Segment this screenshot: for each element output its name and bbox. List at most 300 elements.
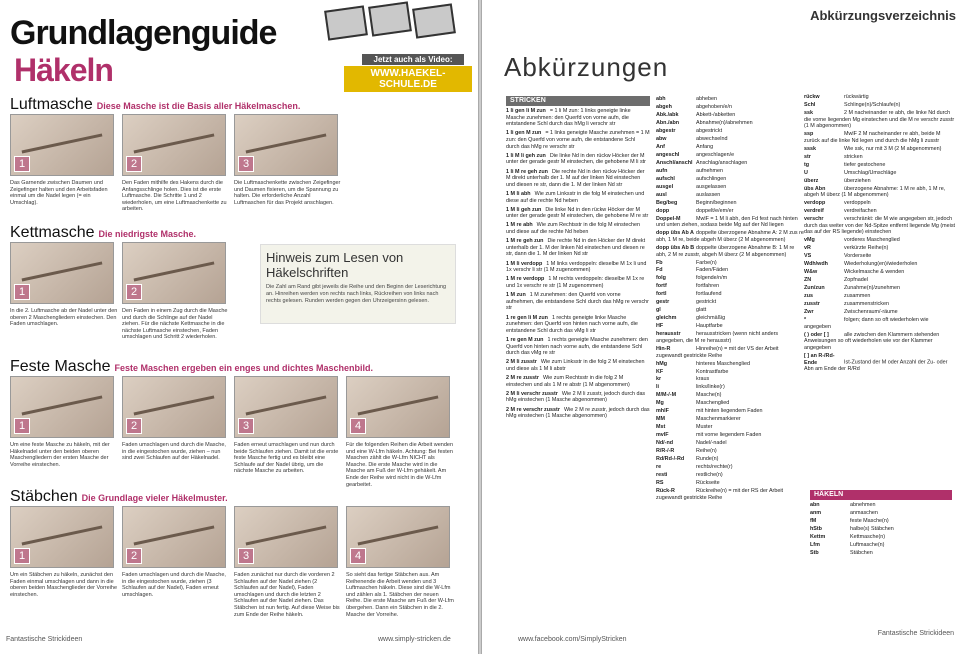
abbrev-meaning: halbe(s) Stäbchen — [850, 525, 894, 532]
step-photo — [10, 114, 114, 176]
abbrev-term: Anschl/anschl — [656, 159, 693, 166]
crochet-hook — [358, 396, 438, 416]
guide-subtitle: Häkeln — [14, 52, 113, 88]
section-tag: Abkürzungsverzeichnis — [810, 8, 956, 23]
abbrev-entry — [656, 472, 806, 479]
abbrev-entry — [804, 186, 956, 199]
step-number: 2 — [126, 284, 142, 300]
abbrev-term: 2 M li zusstr — [506, 359, 537, 366]
abbrev-entry — [506, 407, 650, 420]
section-heading-text: Luftmasche — [10, 96, 93, 113]
step-photo — [346, 376, 450, 438]
abbrev-meaning: Beginn/beginnen — [696, 199, 737, 206]
abbrev-meaning: Wie zum Rechtsstr in die folg 2 M einstechen und als 1 M re abstr (1 M abgenommen) — [506, 375, 630, 388]
video-promo[interactable] — [296, 2, 472, 90]
abbrev-meaning: Abnahme(n)/abnehmen — [696, 119, 753, 126]
abbrev-entry — [656, 275, 806, 282]
footer-url[interactable]: www.simply-stricken.de — [378, 636, 451, 643]
abbrev-entry — [804, 216, 956, 236]
step-caption: Faden erneut umschlagen und nun durch beide Schlaufen ziehen. Damit ist die erste feste Masche fertig und es bleibt eine Schlaufe auf der Nadel übrig, um die nächste Masche zu arbeiten. — [234, 442, 339, 475]
abbrev-entry — [656, 464, 806, 471]
section-subheading: Diese Masche ist die Basis aller Häkelmaschen. — [96, 101, 301, 111]
crochet-hook — [134, 134, 214, 154]
abbrev-entry — [804, 146, 956, 153]
abbrev-term: 1 M li verdopp — [506, 260, 543, 267]
abbrev-entry — [506, 169, 650, 189]
abbrev-entry — [656, 192, 806, 199]
abbrev-meaning: Die rechte Nd in den Höcker der M direkt unterhalb der 1. M der linken Nd einstechen und diesen re str, dann die 1. M der linken Nd str — [506, 238, 646, 258]
video-thumbnail — [324, 5, 368, 40]
abbrev-entry — [804, 237, 956, 244]
abbrev-entry — [506, 276, 650, 289]
abbrev-meaning: Wie zum Linksstr in die folg M einstechen und diese auf die rechte Nd heben — [506, 190, 645, 204]
abbrev-term: ( ) oder [ ] — [804, 331, 829, 338]
abbrev-entry — [656, 440, 806, 447]
abbrev-meaning: doppelt/e/em/er — [696, 207, 734, 214]
abbrev-entry — [656, 346, 806, 359]
abbrev-entry — [804, 332, 956, 352]
abbrev-entry — [804, 261, 956, 268]
abbrev-meaning: verdoppeln — [844, 200, 871, 207]
abbrev-meaning: Muster — [696, 424, 713, 431]
abbrev-term: 1 re gen M zun — [506, 336, 544, 343]
abbrev-term: 1 M zun — [506, 292, 526, 299]
abbrev-term: angeschl — [656, 151, 680, 158]
abbrev-entry — [656, 120, 806, 127]
abbrev-term: zus — [804, 293, 813, 300]
abbrev-meaning: Kettmasche(n) — [850, 533, 886, 540]
abbrev-meaning: Nadel/-nadel — [696, 440, 727, 447]
abbrev-meaning: 1 M zunehmen: den Querfd von vorne aufnehmen, die entstandene Schl durch das hMg re verschr str — [506, 292, 649, 312]
abbrev-entry — [656, 184, 806, 191]
abbrev-term: ZN — [804, 277, 812, 284]
abbrev-entry — [804, 178, 956, 185]
abbrev-entry — [810, 510, 952, 517]
abbrev-meaning: Farbe(n) — [696, 259, 717, 266]
step-caption: Den Faden mithilfe des Hakens durch die Anfangsschlinge holen. Dies ist die erste Luftmasche. Die Schritte 1 und 2 wiederholen, um eine Luftmaschenkette zu arbeiten. — [122, 180, 227, 213]
abbrev-meaning: Wie 2 M re zusstr, jedoch durch das hMg einstechen (1 Masche abgenommen) — [506, 406, 650, 420]
abbrev-entry — [804, 245, 956, 252]
abbrev-term: li — [656, 384, 659, 391]
abbrev-term: gestr — [656, 299, 670, 306]
abbrev-term: KF — [656, 368, 664, 375]
abbrev-entry — [506, 238, 650, 258]
abbrev-entry — [804, 293, 956, 300]
abbrev-term: Beg/beg — [656, 199, 678, 206]
abbrev-entry — [656, 176, 806, 183]
abbrev-entry — [506, 153, 650, 166]
abbrev-entry — [656, 245, 806, 258]
abbrev-meaning: Wie zum Rechtsstr in die folg M einstechen und diese auf die rechte Nd heben — [506, 222, 641, 236]
abbrev-meaning: kraus — [696, 376, 710, 383]
abbrev-meaning: Die rechte Nd in den rückw Höcker der M direkt unterhalb der 1. M auf der linken Nd einstechen und diesen re str, dann die 1. M der linken Nd str — [506, 168, 645, 188]
abbrev-entry — [656, 208, 806, 215]
abbrev-entry — [656, 432, 806, 439]
abbrev-entry — [656, 315, 806, 322]
abbrev-entry — [656, 331, 806, 344]
abbrev-term: Stb — [810, 549, 819, 556]
abbrev-meaning: doppelte überzogene Abnahme B: 1 M re abh, 2 M re zusstr, abgeh M überz (2 M abgenommen) — [656, 244, 795, 258]
abbrev-meaning: tiefer gestochene — [844, 161, 886, 168]
abbrev-meaning: folgende/n/m — [696, 275, 728, 282]
abbrev-meaning: Maschenglied — [696, 400, 730, 407]
abbrev-entry — [656, 488, 806, 501]
abbrev-meaning: abwechselnd — [696, 135, 728, 142]
abbrev-term: U — [804, 169, 808, 176]
abbrev-term: verdreif — [804, 208, 824, 215]
abbrev-meaning: angeschlagen/e — [696, 151, 735, 158]
abbrev-entry — [804, 170, 956, 177]
step-photo — [122, 506, 226, 568]
abbrev-term: verdopp — [804, 200, 826, 207]
abbrev-term: übs Abn — [804, 185, 826, 192]
abbrev-meaning: rechts/rechte(r) — [696, 464, 733, 471]
abbrev-entry — [804, 277, 956, 284]
stricken-list — [506, 108, 650, 422]
abbrev-term: vMg — [804, 237, 815, 244]
abbrev-term: rückw — [804, 94, 820, 100]
abbrev-term: Abk./abk — [656, 111, 679, 118]
abbrev-entry — [810, 542, 952, 549]
abbrev-entry — [656, 361, 806, 368]
abbrev-meaning: Rückreihe(n) = mit der RS der Arbeit zugewandt gestrickte Reihe — [656, 488, 784, 501]
abbrev-term: Anf — [656, 143, 665, 150]
abbrev-entry — [804, 110, 956, 130]
abbrev-meaning: aufschlingen — [696, 175, 727, 182]
step-caption: Faden umschlagen und durch die Masche, in die eingestochen wurde, ziehen – nun sind zwei Schlaufen auf der Häkelnadel. — [122, 442, 226, 462]
step-number: 1 — [14, 418, 30, 434]
crochet-hook — [246, 526, 326, 546]
step-number: 4 — [350, 548, 366, 564]
step-photo — [234, 376, 338, 438]
abbrev-term: Lfm — [810, 541, 820, 548]
step-number: 1 — [14, 548, 30, 564]
abbrev-title: Abkürzungen — [504, 52, 669, 82]
abbrev-term: fM — [810, 517, 817, 524]
abbrev-entry — [804, 301, 956, 308]
abbrev-entry — [656, 392, 806, 399]
abbrev-meaning: 1 M rechts verdoppeln: dieselbe M 1x re und 1x verschr re str (1 M zugenommen) — [506, 276, 645, 289]
abbrev-entry — [810, 518, 952, 525]
abbrev-term: Schl — [804, 101, 816, 108]
step-number: 1 — [14, 284, 30, 300]
abbrev-meaning: fortfahren — [696, 283, 720, 290]
abbrev-entry — [804, 353, 956, 373]
abbrev-entry — [656, 307, 806, 314]
abbrev-term: gl — [656, 307, 661, 314]
abbrev-term: RS — [656, 480, 664, 487]
video-thumbnail — [368, 1, 412, 36]
abbrev-term: gleichm — [656, 315, 677, 322]
step-number: 2 — [126, 156, 142, 172]
abbrev-entry — [656, 136, 806, 143]
abbrev-meaning: überzogene Abnahme: 1 M re abh, 1 M re, abgeh M überz (1 M abgenommen) — [804, 185, 946, 199]
stricken-header: STRICKEN — [506, 96, 650, 106]
abbrev-term: 2 M re zusstr — [506, 375, 539, 382]
abbrev-term: mhlF — [656, 408, 669, 415]
abbrev-meaning: Die linke Nd in den rückw Höcker der M unter der gerade gestr M einstechen, die gehobene M li str — [506, 152, 646, 166]
abbrev-entry — [656, 480, 806, 487]
abbrev-entry — [804, 285, 956, 292]
abbrev-meaning: Zwischenraum/-räume — [844, 309, 898, 316]
abbrev-entry — [656, 152, 806, 159]
abbrev-entry — [804, 309, 956, 316]
step-number: 3 — [238, 156, 254, 172]
abbrev-meaning: 2 M nacheinander re abh, die linke Nd durch die vorne liegenden Mg einstechen und die M re verschr zusstr (1 M abgenommen) — [804, 109, 955, 130]
abbrev-entry — [656, 260, 806, 267]
abbrev-meaning: vorderes Maschenglied — [844, 237, 900, 244]
step-caption: Das Garnende zwischen Daumen und Zeigefinger halten und den Arbeitsfaden einmal um die Nadel legen (= ein Umschlag). — [10, 180, 108, 206]
abbrev-term: 1 li gen M zun — [506, 130, 542, 137]
abbrev-entry — [506, 315, 650, 335]
hint-text: Die Zahl am Rand gibt jeweils die Reihe und den Beginn der Leserichtung an. Hinreihen werden von rechts nach links, Rückreihen von links nach rechts gelesen. Runden werden gegen den Uhrzeigersinn gelesen. — [266, 284, 447, 304]
abbrev-meaning: abheben — [696, 96, 717, 102]
abbrev-meaning: alle zwischen den Klammern stehenden Anweisungen so oft wiederholen wie vor der Klammer angegeben — [804, 331, 940, 351]
abbrev-term: abn — [810, 502, 820, 508]
abbrev-meaning: hinteres Maschenglied — [696, 360, 750, 367]
abbrev-term: MM — [656, 416, 665, 423]
abbrev-meaning: ausgelassen — [696, 183, 727, 190]
step-number: 1 — [14, 156, 30, 172]
abbrev-term: 1 M re geh zun — [506, 238, 544, 245]
abbrev-term: 1 M li geh zun — [506, 206, 542, 213]
abbrev-term: abgestr — [656, 127, 676, 134]
section-heading — [10, 488, 228, 506]
abbrev-term: R/R-/-R — [656, 448, 675, 455]
step-number: 3 — [238, 548, 254, 564]
abbrev-meaning: Faden/Fäden — [696, 267, 729, 274]
abbrev-term: ausl — [656, 191, 667, 198]
abbrev-term: VS — [804, 253, 812, 260]
abbrev-meaning: Masche(n) — [696, 392, 722, 399]
section-subheading: Feste Maschen ergeben ein enges und dichtes Maschenbild. — [114, 363, 374, 373]
crochet-hook — [358, 526, 438, 546]
abbrev-meaning: Anfang — [696, 143, 714, 150]
abbrev-term: vR — [804, 245, 811, 252]
abbrev-entry — [804, 154, 956, 161]
abbrev-meaning: = 1 li M zun: 1 links geneigte linke Masche zunehmen: den Querfd von vorne aufn, die entstandene Schl durch das hMg li verschr str — [506, 108, 631, 128]
step-caption: Für die folgenden Reihen die Arbeit wenden und eine W-Lfm häkeln. Achtung: Bei festen Maschen zählt die W-Lfm NICHT als Masche. Die erste Masche wird in die Masche am Fuß der W-Lfm gehäkelt. Am Ende der Reihe wird nicht in die W-Lfm gearbeitet. — [346, 442, 454, 488]
crochet-hook — [134, 262, 214, 282]
abbrev-meaning: auslassen — [696, 191, 721, 198]
abbrev-term: Doppel-M — [656, 215, 681, 222]
abbrev-meaning: mit vorne liegendem Faden — [696, 432, 762, 439]
haekeln-list — [810, 502, 952, 558]
abbrev-meaning: feste Masche(n) — [850, 517, 889, 524]
abbrev-entry — [804, 162, 956, 169]
abbrev-term: zusstr — [804, 301, 820, 308]
abbrev-term: 1 li M li geh zun — [506, 152, 546, 159]
abbrev-entry — [506, 337, 650, 357]
abbrev-entry — [804, 102, 956, 109]
abbrev-entry — [656, 369, 806, 376]
abbrev-term: Zwr — [804, 309, 814, 316]
abbrev-term: ausgel — [656, 183, 674, 190]
abbrev-term: Mg — [656, 400, 664, 407]
left-page — [0, 0, 478, 654]
abbrev-entry — [656, 267, 806, 274]
step-photo — [10, 376, 114, 438]
abbrev-term: Zun/zun — [804, 285, 825, 292]
abbrev-meaning: anmaschen — [850, 509, 878, 516]
abbrev-entry — [810, 502, 952, 509]
abbrev-meaning: abgestrickt — [696, 127, 723, 134]
abbrev-entry — [506, 207, 650, 220]
abbrev-meaning: MwlF = 1 M li abh, den Fd fest nach hinten und unten ziehen, sodass beide Mg auf der Nd liegen — [656, 215, 798, 229]
abbrev-entry — [656, 96, 806, 103]
abbrev-entry — [656, 400, 806, 407]
abbrev-entry — [656, 416, 806, 423]
abbrev-entry — [656, 424, 806, 431]
abbrev-term: str — [804, 153, 811, 160]
step-number: 4 — [350, 418, 366, 434]
abbrev-term: herausstr — [656, 331, 681, 338]
abbrev-term: fortf — [656, 283, 667, 290]
step-photo — [234, 506, 338, 568]
abbrev-entry — [506, 222, 650, 235]
abbrev-entry — [656, 216, 806, 229]
abbrev-term: 1 M li abh — [506, 190, 531, 197]
abbrev-meaning: Vorderseite — [844, 253, 872, 260]
section-heading — [10, 358, 373, 376]
abbrev-meaning: Wiederholung(en)/wiederholen — [844, 261, 918, 268]
step-caption: Um eine feste Masche zu häkeln, mit der Häkelnadel unter den beiden oberen Maschengliedern der ersten Masche der Vorreihe einstechen. — [10, 442, 110, 468]
abbrev-term: 1 li gen li M zun — [506, 108, 546, 114]
abbrev-meaning: Maschenmarkierer — [696, 416, 741, 423]
abbrev-entry — [506, 108, 650, 128]
abbrev-term: abw — [656, 135, 667, 142]
abbrev-meaning: gestrickt — [696, 299, 717, 306]
abbrev-entry — [656, 230, 806, 243]
abbrev-meaning: abgehoben/e/n — [696, 103, 732, 110]
abbrev-term: M/M-/-M — [656, 392, 677, 399]
abbrev-entry — [656, 160, 806, 167]
abbrev-term: kr — [656, 376, 662, 383]
crochet-hook — [134, 526, 214, 546]
abbrev-term: hMg — [656, 360, 668, 367]
abbrev-entry — [804, 317, 956, 330]
abbrev-term: überz — [804, 177, 819, 184]
abbrev-term: W&w — [804, 269, 818, 276]
abbrev-entry — [506, 292, 650, 312]
abbrev-meaning: = 1 links geneigte Masche zunehmen = 1 M zun: den Querfd von vorne aufn, die entstandene Schl durch das hMg re verschr str — [506, 130, 650, 150]
abbrev-term: Nd/-nd — [656, 440, 674, 447]
abbrev-entry — [506, 359, 650, 372]
abbrev-term: verschr — [804, 216, 824, 223]
abbrev-term: 1 M re abh — [506, 222, 533, 229]
abbrev-term: aufn — [656, 167, 668, 174]
abbrev-meaning: stricken — [844, 153, 863, 160]
abbrev-meaning: 1 rechts geneigte linke Masche zunehmen: den Querfd von hinten nach vorne aufn, die entstandene Schl durch das vMg li str — [506, 314, 638, 334]
abbrev-meaning: Luftmasche(n) — [850, 541, 885, 548]
step-photo — [122, 114, 226, 176]
abbrev-term: dopp übs Ab A — [656, 230, 694, 237]
abbrev-entry — [804, 208, 956, 215]
abbrev-meaning: Rückseite — [696, 480, 720, 487]
promo-url[interactable]: WWW.HAEKEL-SCHULE.DE — [344, 66, 472, 92]
step-number: 3 — [238, 418, 254, 434]
abbrev-term: Wdh/wdh — [804, 261, 828, 268]
step-caption: Faden zunächst nur durch die vorderen 2 Schlaufen auf der Nadel ziehen (2 Schlaufen auf der Nadel), Faden umschlagen und durch die letzten 2 Schlaufen auf der Nadel ziehen. Das Stäbchen ist nun fertig. Auf diese Weise bis zum Ende der Reihe häkeln. — [234, 572, 340, 618]
abbrev-list-middle — [656, 96, 806, 503]
abbrev-term: HF — [656, 323, 664, 330]
abbrev-meaning: 1 rechts geneigte Masche zunehmen: den Querfd von hinten nach vorne aufn, die entstandene Schl durch das vMg re str — [506, 336, 648, 357]
abbrev-entry — [804, 200, 956, 207]
abbrev-term: Rd/Rd-/-Rd — [656, 456, 685, 463]
abbrev-meaning: verschränkt: die M wie angegeben str, jedoch durch das weiter von der Nd-Spitze entfernt liegende Mg (meist das auf der RS liegende) einstechen — [804, 216, 956, 236]
step-caption: Die Luftmaschenkette zwischen Zeigefinger und Daumen fixieren, um die Spannung zu halten. Die erforderliche Anzahl Luftmaschen für das Projekt anschlagen. — [234, 180, 341, 206]
abbrev-entry — [506, 375, 650, 388]
abbrev-term: ssk — [804, 109, 813, 116]
abbrev-meaning: Wickelmasche & wenden — [844, 269, 905, 276]
abbrev-term: Rück-R — [656, 488, 675, 495]
abbrev-entry — [810, 526, 952, 533]
abbrev-meaning: Hinreihe(n) = mit der VS der Arbeit zugewandt gestrickte Reihe — [656, 345, 779, 359]
facebook-url[interactable]: www.facebook.com/SimplyStricken — [518, 636, 627, 643]
abbrev-meaning: abnehmen — [850, 502, 876, 508]
abbrev-term: ssp — [804, 131, 814, 138]
section-heading-text: Kettmasche — [10, 224, 95, 241]
abbrev-meaning: Runde(n) — [696, 456, 719, 463]
abbrev-meaning: Kontrastfarbe — [696, 368, 729, 375]
haekeln-header: HÄKELN — [810, 490, 952, 500]
abbrev-meaning: verkürzte Reihe(n) — [844, 245, 889, 252]
abbrev-entry — [506, 391, 650, 404]
abbrev-term: re — [656, 464, 662, 471]
abbrev-entry — [810, 534, 952, 541]
abbrev-meaning: Zunahme(n)/zunehmen — [844, 285, 901, 292]
abbrev-term: abh — [656, 96, 666, 102]
abbrev-term: dopp übs Ab B — [656, 244, 695, 251]
abbrev-entry — [656, 104, 806, 111]
crochet-hook — [22, 262, 102, 282]
step-caption: So sieht das fertige Stäbchen aus. Am Reihenende die Arbeit wenden und 3 Luftmaschen häkeln. Diese sind die W-Lfm und zählen als 1. Stäbchen der neuen Reihe. Die erste Masche am Fuß der W-Lfm übergehen. Dann ein Stäbchen in die 2. Masche der Vorreihe. — [346, 572, 454, 618]
abbrev-term: hStb — [810, 525, 822, 532]
abbrev-entry — [810, 550, 952, 557]
abbrev-entry — [656, 456, 806, 463]
abbrev-meaning: links/linke(r) — [696, 384, 725, 391]
abbrev-entry — [656, 144, 806, 151]
crochet-hook — [246, 396, 326, 416]
section-heading-text: Feste Masche — [10, 358, 111, 375]
footer-title: Fantastische Strickideen — [877, 630, 954, 637]
step-caption: In die 2. Luftmasche ab der Nadel unter den oberen 2 Maschengliedern einstechen. Den Faden umschlagen. — [10, 308, 118, 328]
abbrev-meaning: Abkett-/abketten — [696, 111, 736, 118]
abbrev-entry — [656, 323, 806, 330]
abbrev-meaning: 1 M links verdoppeln: dieselbe M 1x li und 1x verschr li str (1 M zugenommen) — [506, 260, 647, 274]
abbrev-term: folg — [656, 275, 666, 282]
abbrev-meaning: aufnehmen — [696, 167, 723, 174]
abbrev-term: dopp — [656, 207, 670, 214]
abbrev-term: 2 M re verschr zusstr — [506, 406, 560, 413]
step-photo — [122, 376, 226, 438]
step-photo — [10, 242, 114, 304]
step-number: 2 — [126, 548, 142, 564]
abbrev-meaning: Stäbchen — [850, 549, 873, 556]
abbrev-term: * — [804, 317, 807, 324]
abbrev-entry — [506, 130, 650, 150]
abbrev-meaning: Wie 2 M li zusstr, jedoch durch das hMg einstechen (1 Masche abgenommen) — [506, 390, 646, 404]
abbrev-entry — [804, 131, 956, 144]
abbrev-term: sssk — [804, 145, 816, 152]
abbrev-entry — [656, 299, 806, 306]
abbrev-meaning: Zopfnadel — [844, 277, 868, 284]
abbrev-term: Fd — [656, 267, 663, 274]
abbrev-entry — [656, 128, 806, 135]
step-caption: Um ein Stäbchen zu häkeln, zunächst den Faden einmal umschlagen und dann in die oberen beiden Maschenglieder der Vorreihe einstechen. — [10, 572, 118, 598]
abbrev-term: anm — [810, 509, 822, 516]
abbrev-entry — [656, 200, 806, 207]
